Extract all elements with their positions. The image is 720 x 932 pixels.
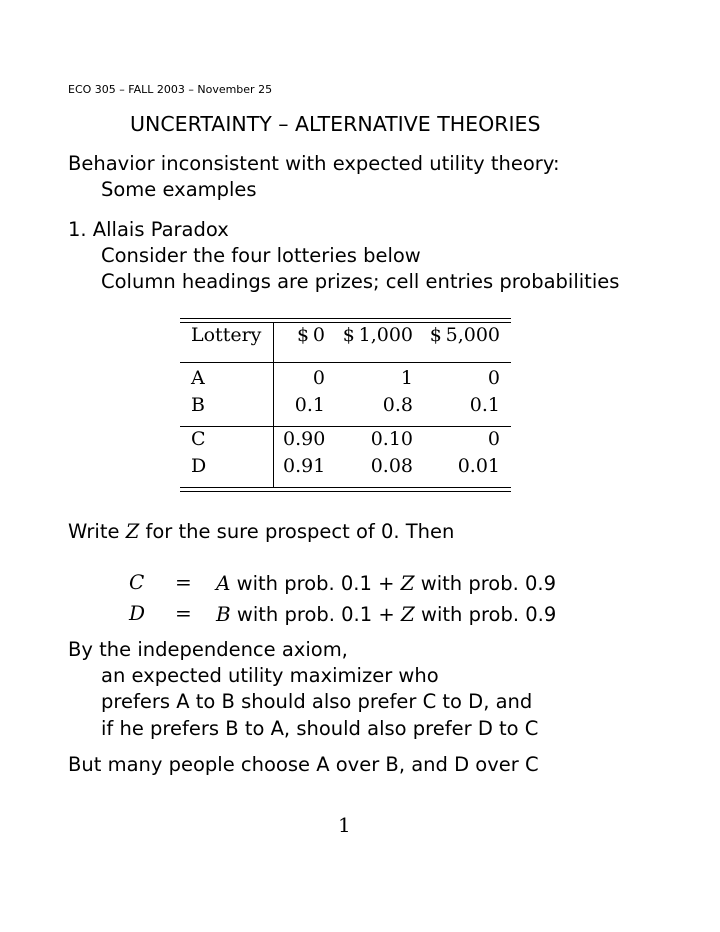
conclusion-line: But many people choose A over B, and D over C [68, 753, 539, 776]
page-header: ECO 305 – FALL 2003 – November 25 [68, 83, 273, 96]
equation-d-t2: with prob. 0.9 [421, 603, 557, 626]
table-header-lottery: Lottery [191, 324, 262, 346]
equation-c-a: A [216, 571, 231, 595]
equation-c-t2: with prob. 0.9 [420, 572, 557, 595]
table-header-prize-1000: $ 1,000 [342, 324, 413, 346]
equation-c-eq: = [175, 570, 192, 594]
write-z-var: Z [125, 520, 140, 543]
independence-line-3: prefers A to B should also prefer C to D, and [101, 690, 533, 713]
independence-line-4: if he prefers B to A, should also prefer D to C [101, 717, 539, 740]
page-title: UNCERTAINTY – ALTERNATIVE THEORIES [130, 112, 541, 136]
table-row-d-label: D [191, 455, 207, 477]
section-line-1: Consider the four lotteries below [101, 244, 421, 267]
table-row-d-p5000: 0.01 [457, 455, 500, 477]
table-bottom-rule-1 [180, 487, 511, 488]
table-row-a-p0: 0 [312, 367, 325, 389]
equation-d-eq: = [175, 601, 192, 625]
table-row-d-p1000: 0.08 [370, 455, 413, 477]
table-row-a-label: A [191, 367, 205, 389]
table-row-b-label: B [191, 394, 205, 416]
independence-line-2: an expected utility maximizer who [101, 664, 439, 687]
section-line-2: Column headings are prizes; cell entries probabilities [101, 270, 620, 293]
table-row-c-p0: 0.90 [283, 428, 326, 450]
table-top-rule-1 [180, 318, 511, 319]
table-row-c-p1000: 0.10 [370, 428, 413, 450]
table-row-b-p5000: 0.1 [469, 394, 500, 416]
section-heading: 1. Allais Paradox [68, 218, 229, 241]
table-row-c-p5000: 0 [487, 428, 500, 450]
equation-c-lhs: C [129, 570, 145, 594]
write-z-line [68, 522, 454, 542]
equation-d-a: B [216, 602, 231, 626]
equation-c-z: Z [400, 571, 415, 595]
intro-line-1: Behavior inconsistent with expected utility theory: [68, 152, 560, 175]
equation-c-rhs [216, 573, 556, 594]
table-header-rule [180, 362, 511, 363]
independence-line-1: By the independence axiom, [68, 638, 348, 661]
table-row-a-p1000: 1 [400, 367, 413, 389]
table-header-prize-5000: $ 5,000 [429, 324, 500, 346]
write-z-suffix: for the sure prospect of 0. Then [145, 520, 455, 543]
table-vertical-rule [273, 322, 274, 487]
table-row-d-p0: 0.91 [283, 455, 326, 477]
equation-d-z: Z [400, 602, 415, 626]
table-bottom-rule-2 [180, 491, 511, 492]
table-header-prize-0: $ 0 [297, 324, 325, 346]
equation-d-rhs [216, 604, 556, 625]
table-row-c-label: C [191, 428, 206, 450]
table-group-rule [180, 426, 511, 427]
table-row-a-p5000: 0 [487, 367, 500, 389]
table-row-b-p1000: 0.8 [382, 394, 413, 416]
page-number: 1 [338, 813, 351, 837]
write-z-prefix: Write [68, 520, 120, 543]
intro-line-2: Some examples [101, 178, 257, 201]
equation-d-lhs: D [129, 601, 146, 625]
equation-d-t1: with prob. 0.1 + [236, 603, 395, 626]
equation-c-t1: with prob. 0.1 + [236, 572, 395, 595]
table-row-b-p0: 0.1 [294, 394, 325, 416]
